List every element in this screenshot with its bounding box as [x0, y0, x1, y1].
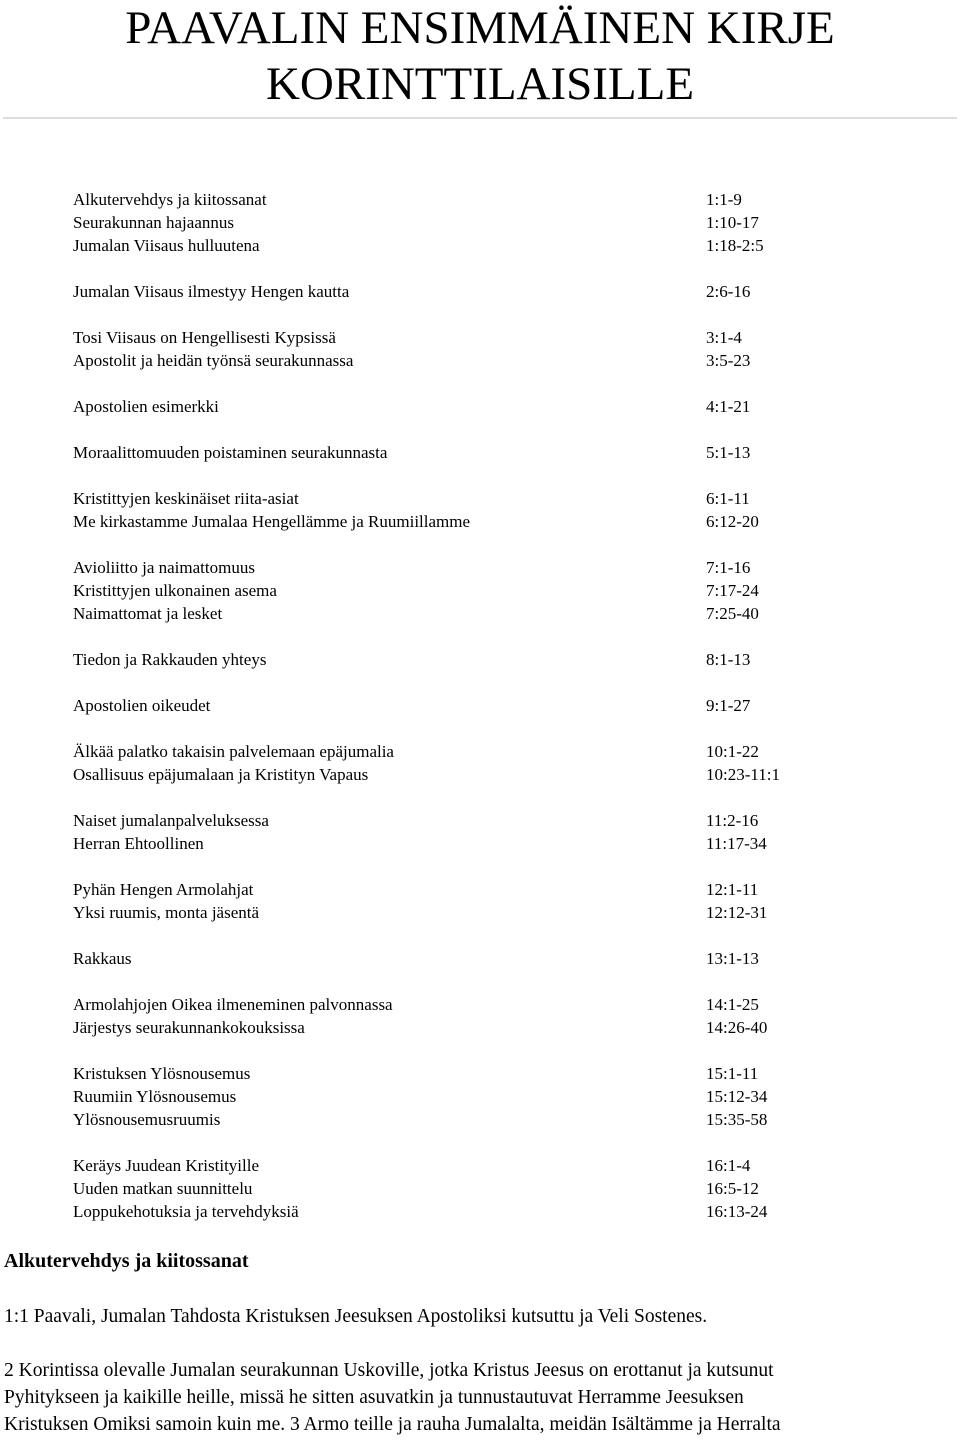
verse-line: 2 Korintissa olevalle Jumalan seurakunnan Uskoville, jotka Kristus Jeesus on erottanut ja kutsunut	[4, 1360, 774, 1381]
verse-paragraph-2	[4, 1357, 956, 1438]
toc-entry-title: Järjestys seurakunnankokouksissa	[73, 1018, 305, 1037]
toc-entry	[0, 901, 960, 924]
toc-entry-reference: 1:18-2:5	[706, 236, 764, 255]
toc-entry	[0, 188, 960, 211]
verse-line: Pyhitykseen ja kaikille heille, missä he sitten asuvatkin ja tunnustautuvat Herramme Jeesuksen	[4, 1387, 744, 1408]
toc-entry	[0, 740, 960, 763]
toc-entry-title: Ylösnousemusruumis	[73, 1110, 221, 1129]
toc-entry-title: Armolahjojen Oikea ilmeneminen palvonnassa	[73, 995, 393, 1014]
toc-entry-title: Tiedon ja Rakkauden yhteys	[73, 650, 267, 669]
toc-entry-title: Tosi Viisaus on Hengellisesti Kypsissä	[73, 328, 336, 347]
toc-entry	[0, 1108, 960, 1131]
toc-entry-reference: 6:1-11	[706, 489, 750, 508]
toc-entry-title: Keräys Juudean Kristityille	[73, 1156, 260, 1175]
toc-entry	[0, 326, 960, 349]
toc-entry-reference: 15:1-11	[706, 1064, 759, 1083]
toc-entry-reference: 1:1-9	[706, 190, 742, 209]
toc-entry-reference: 12:12-31	[706, 903, 768, 922]
toc-group	[0, 740, 960, 786]
toc-entry	[0, 832, 960, 855]
toc-entry	[0, 1200, 960, 1223]
toc-entry	[0, 556, 960, 579]
toc-entry-reference: 3:5-23	[706, 351, 751, 370]
toc-entry-reference: 1:10-17	[706, 213, 759, 232]
toc-entry-reference: 14:1-25	[706, 995, 759, 1014]
toc-entry-reference: 7:25-40	[706, 604, 759, 623]
toc-entry	[0, 878, 960, 901]
toc-entry-title: Yksi ruumis, monta jäsentä	[73, 903, 260, 922]
toc-entry-reference: 15:12-34	[706, 1087, 768, 1106]
toc-entry	[0, 579, 960, 602]
toc-entry-reference: 16:5-12	[706, 1179, 759, 1198]
toc-entry-title: Apostolit ja heidän työnsä seurakunnassa	[73, 351, 354, 370]
toc-entry-reference: 13:1-13	[706, 949, 759, 968]
toc-entry-title: Kristuksen Ylösnousemus	[73, 1064, 251, 1083]
toc-group	[0, 1154, 960, 1223]
toc-entry-title: Naiset jumalanpalveluksessa	[73, 811, 269, 830]
section-heading: Alkutervehdys ja kiitossanat	[4, 1250, 249, 1272]
toc-entry-reference: 6:12-20	[706, 512, 759, 531]
document-title-line-2: KORINTTILAISILLE	[265, 58, 695, 110]
toc-entry-reference: 9:1-27	[706, 696, 751, 715]
toc-entry-reference: 5:1-13	[706, 443, 751, 462]
toc-entry	[0, 763, 960, 786]
table-of-contents	[0, 188, 960, 1246]
toc-entry	[0, 993, 960, 1016]
toc-entry-title: Alkutervehdys ja kiitossanat	[73, 190, 267, 209]
toc-group	[0, 648, 960, 671]
toc-entry	[0, 1062, 960, 1085]
toc-entry	[0, 395, 960, 418]
toc-entry-reference: 11:2-16	[706, 811, 759, 830]
toc-entry-reference: 7:1-16	[706, 558, 751, 577]
toc-group	[0, 326, 960, 372]
toc-entry-title: Pyhän Hengen Armolahjat	[73, 880, 254, 899]
toc-group	[0, 556, 960, 625]
toc-entry-reference: 7:17-24	[706, 581, 759, 600]
toc-entry-reference: 15:35-58	[706, 1110, 768, 1129]
toc-entry	[0, 694, 960, 717]
toc-entry-title: Naimattomat ja lesket	[73, 604, 223, 623]
toc-entry	[0, 234, 960, 257]
toc-group	[0, 487, 960, 533]
toc-group	[0, 947, 960, 970]
toc-entry-reference: 10:1-22	[706, 742, 759, 761]
toc-entry-title: Me kirkastamme Jumalaa Hengellämme ja Ruumiillamme	[73, 512, 471, 531]
toc-entry	[0, 1177, 960, 1200]
toc-entry-reference: 14:26-40	[706, 1018, 768, 1037]
toc-group	[0, 188, 960, 257]
toc-entry-title: Seurakunnan hajaannus	[73, 213, 234, 232]
toc-group	[0, 1062, 960, 1131]
toc-entry	[0, 1016, 960, 1039]
toc-group	[0, 993, 960, 1039]
toc-entry	[0, 947, 960, 970]
toc-entry	[0, 1154, 960, 1177]
toc-entry-title: Kristittyjen keskinäiset riita-asiat	[73, 489, 299, 508]
toc-group	[0, 395, 960, 418]
toc-entry-title: Avioliitto ja naimattomuus	[73, 558, 255, 577]
toc-entry-title: Rakkaus	[73, 949, 132, 968]
toc-entry-reference: 11:17-34	[706, 834, 767, 853]
toc-entry	[0, 441, 960, 464]
toc-entry-reference: 4:1-21	[706, 397, 751, 416]
toc-entry	[0, 602, 960, 625]
toc-entry	[0, 648, 960, 671]
toc-entry-title: Jumalan Viisaus ilmestyy Hengen kautta	[73, 282, 350, 301]
toc-entry	[0, 211, 960, 234]
toc-entry	[0, 809, 960, 832]
toc-entry	[0, 487, 960, 510]
toc-entry-title: Ruumiin Ylösnousemus	[73, 1087, 237, 1106]
toc-entry	[0, 349, 960, 372]
toc-group	[0, 441, 960, 464]
toc-entry-title: Älkää palatko takaisin palvelemaan epäjumalia	[73, 742, 394, 761]
toc-entry-reference: 10:23-11:1	[706, 765, 780, 784]
toc-entry-title: Osallisuus epäjumalaan ja Kristityn Vapaus	[73, 765, 369, 784]
title-divider	[3, 117, 957, 119]
toc-group	[0, 694, 960, 717]
toc-entry-reference: 2:6-16	[706, 282, 751, 301]
toc-entry	[0, 510, 960, 533]
toc-entry-title: Apostolien oikeudet	[73, 696, 211, 715]
toc-entry-title: Moraalittomuuden poistaminen seurakunnasta	[73, 443, 388, 462]
toc-entry-title: Loppukehotuksia ja tervehdyksiä	[73, 1202, 299, 1221]
toc-entry-reference: 8:1-13	[706, 650, 751, 669]
toc-entry-reference: 3:1-4	[706, 328, 742, 347]
toc-entry	[0, 280, 960, 303]
verse-line: Kristuksen Omiksi samoin kuin me. 3 Armo teille ja rauha Jumalalta, meidän Isältämme ja Herralta	[4, 1414, 781, 1435]
toc-entry-title: Uuden matkan suunnittelu	[73, 1179, 253, 1198]
toc-group	[0, 878, 960, 924]
toc-entry-title: Jumalan Viisaus hulluutena	[73, 236, 260, 255]
toc-entry-title: Herran Ehtoollinen	[73, 834, 204, 853]
document-title-line-1: PAAVALIN ENSIMMÄINEN KIRJE	[125, 2, 835, 54]
verse-paragraph-1: 1:1 Paavali, Jumalan Tahdosta Kristuksen Jeesuksen Apostoliksi kutsuttu ja Veli Sostenes.	[4, 1306, 708, 1327]
toc-entry-title: Kristittyjen ulkonainen asema	[73, 581, 277, 600]
document-title	[0, 0, 960, 112]
toc-entry-reference: 16:13-24	[706, 1202, 768, 1221]
toc-group	[0, 280, 960, 303]
toc-entry	[0, 1085, 960, 1108]
toc-group	[0, 809, 960, 855]
toc-entry-title: Apostolien esimerkki	[73, 397, 219, 416]
toc-entry-reference: 12:1-11	[706, 880, 759, 899]
toc-entry-reference: 16:1-4	[706, 1156, 751, 1175]
